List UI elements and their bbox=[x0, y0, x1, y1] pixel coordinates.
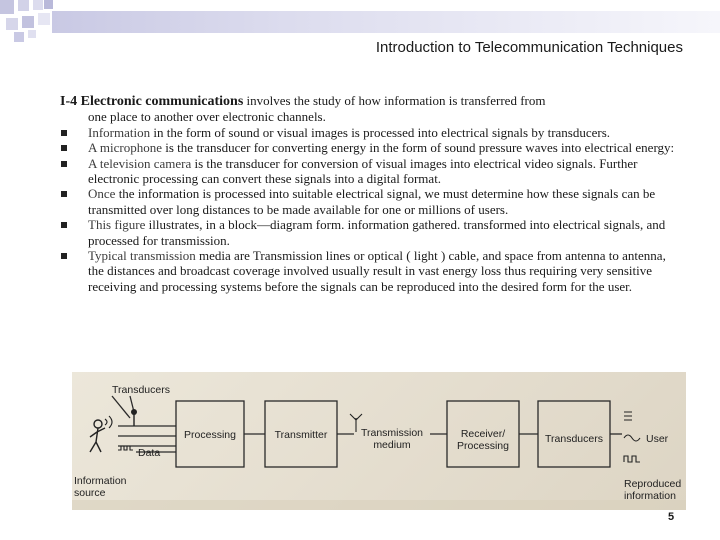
list-item bbox=[60, 140, 682, 155]
intro-paragraph bbox=[60, 93, 682, 109]
slide-body bbox=[60, 93, 682, 294]
speaker-waves-icon bbox=[624, 412, 632, 420]
section-heading: I-4 Electronic communications bbox=[60, 94, 244, 109]
bullet-text: in the form of sound or visual images is processed into electrical signals by transducers. bbox=[150, 124, 611, 140]
transducers-left-label: Transducers bbox=[112, 384, 170, 396]
list-item bbox=[60, 125, 682, 140]
bullet-lead: Once bbox=[88, 186, 116, 202]
bullet-icon bbox=[61, 253, 67, 259]
bullet-text: illustrates, in a block—diagram form. information gathered. transformed into electrical signals, and processed for transmission. bbox=[88, 217, 666, 248]
bullet-lead: This figure bbox=[88, 217, 146, 233]
processing-label: Processing bbox=[184, 429, 236, 441]
list-item bbox=[60, 248, 682, 294]
information-source-label: Information source bbox=[74, 475, 127, 499]
transducers-right-label: Transducers bbox=[545, 433, 603, 445]
bullet-text: is the transducer for conversion of visual images into electrical video signals. Further electronic processing can convert these signals into a digital format. bbox=[88, 155, 638, 187]
intro-text: involves the study of how information is transferred from bbox=[243, 93, 546, 108]
bullet-icon bbox=[61, 191, 67, 197]
bullet-lead: A microphone bbox=[88, 140, 163, 156]
bullet-text: is the transducer for converting energy in the form of sound pressure waves into electrical energy: bbox=[162, 140, 675, 156]
list-item bbox=[60, 156, 682, 187]
slide-title: Introduction to Telecommunication Techniques bbox=[375, 39, 683, 56]
bullet-text: the information is processed into suitable electrical signal, we must determine how these signals can be transmitted over long distances to be made available for one or millions of users. bbox=[88, 186, 656, 217]
intro-continuation: one place to another over electronic channels. bbox=[88, 109, 326, 125]
bullet-lead: Information bbox=[88, 124, 151, 140]
person-icon bbox=[90, 420, 105, 452]
bullet-lead: Typical transmission bbox=[88, 248, 196, 264]
bullet-text: media are Transmission lines or optical ( light ) cable, and space from antenna to antenna, the distances and broadcast coverage involved usually result in vast energy loss thus requiring very sensitive receiving and processing systems before the signals can be reproduced into the desired form for the user. bbox=[88, 248, 666, 294]
bullet-list bbox=[60, 125, 682, 294]
sine-wave-icon bbox=[624, 435, 640, 441]
microphone-icon bbox=[131, 409, 137, 426]
user-label: User bbox=[646, 433, 669, 445]
medium-label: Transmission medium bbox=[360, 427, 424, 451]
sound-wave-icon bbox=[105, 416, 112, 428]
corner-decoration bbox=[0, 0, 60, 45]
receiver-label: Receiver/ Processing bbox=[457, 428, 509, 452]
data-label: Data bbox=[138, 447, 161, 459]
bullet-icon bbox=[61, 145, 67, 151]
reproduced-information-label: Reproduced information bbox=[624, 478, 682, 502]
square-wave-icon bbox=[624, 456, 640, 462]
transmitter-label: Transmitter bbox=[274, 429, 328, 441]
header-band bbox=[52, 11, 720, 33]
list-item bbox=[60, 186, 682, 217]
bullet-icon bbox=[61, 222, 67, 228]
bullet-icon bbox=[61, 130, 67, 136]
block-diagram-figure bbox=[72, 372, 686, 510]
bullet-icon bbox=[61, 161, 67, 167]
page-number: 5 bbox=[668, 511, 675, 523]
list-item bbox=[60, 217, 682, 248]
bullet-lead: A television camera bbox=[88, 155, 192, 171]
